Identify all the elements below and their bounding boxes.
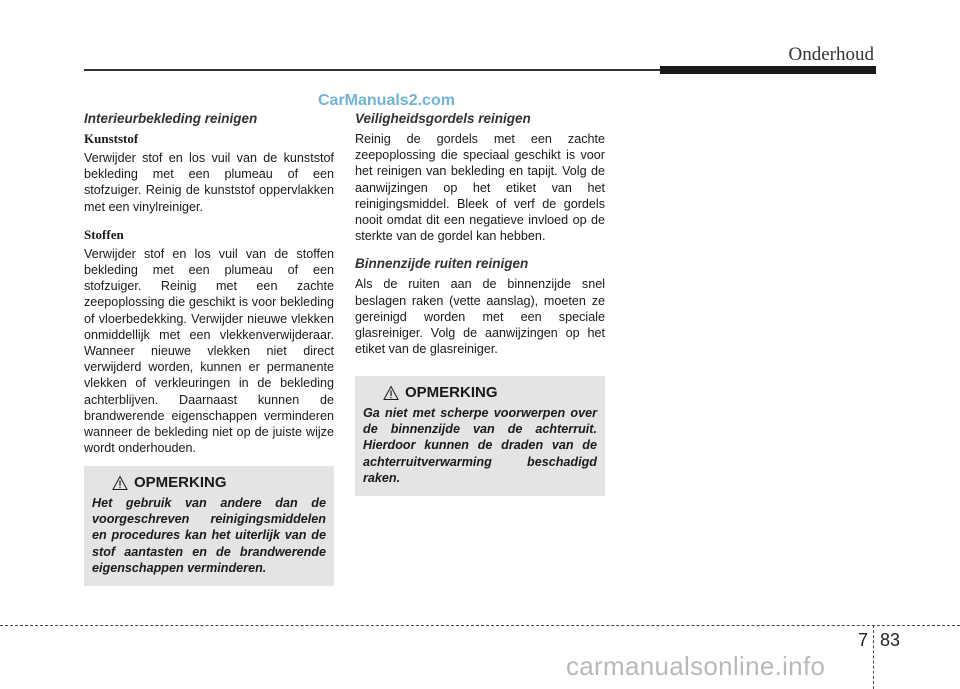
header-block [660,66,876,74]
watermark-bottom[interactable]: carmanualsonline.info [566,651,826,681]
page-separator [873,625,874,689]
paragraph-seatbelt: Reinig de gordels met een zachte zeepoplossing die speciaal geschikt is voor het reinigen van bekleding en tapijt. Volg de aanwijzingen op het etiket van het reinigingsmiddel. Bleek of verf de gordels nooit omdat dit een negatieve invloed op de sterkte van de gordel kan hebben. [355,132,605,244]
notice-box-left [84,466,334,586]
warning-triangle-icon [383,385,399,401]
notice-header-left [92,474,326,491]
subheading-fabric: Stoffen [84,226,124,242]
section-title: Onderhoud [788,44,874,65]
notice-header-right [363,384,597,401]
subheading-plastic: Kunststof [84,131,139,146]
paragraph-window: Als de ruiten aan de binnenzijde snel beslagen raken (vette aanslag), moeten ze gereinigd worden met een speciale glasreiniger. Volg de aanwijzingen op het etiket van de glasreiniger. [355,277,605,357]
notice-title-right: OPMERKING [405,384,498,401]
heading-seatbelt-cleaning: Veiligheidsgordels reinigen [355,111,531,126]
paragraph-fabric: Verwijder stof en los vuil van de stoffen bekleding met een plumeau of een stofzuiger. Reinig met een zachte zeepoplossing die geschikt is voor bekleding of vloerbedekking. Verwijder nieuwe vlekken onmiddellijk met een vlekkenverwijderaar. Wanneer nieuwe vlekken niet direct verwijderd worden, kunnen er permanente vlekken of verkleuringen in de bekleding achterblijven. Daarnaast kunnen de brandwerende eigenschappen verminderen wanneer de bekleding niet op de juiste wijze wordt onderhouden. [84,246,334,456]
paragraph-plastic: Verwijder stof en los vuil van de kunststof bekleding met een plumeau of een stofzuiger. Reinig de kunststof oppervlakken met een vinylreiniger. [84,151,334,214]
footer-rule [0,625,960,626]
heading-interior-cleaning: Interieurbekleding reinigen [84,111,258,126]
warning-triangle-icon [112,475,128,491]
left-column [84,111,334,468]
watermark-top[interactable]: CarManuals2.com [318,92,455,109]
header-rule [84,69,660,71]
notice-title-left: OPMERKING [134,474,227,491]
heading-window-cleaning: Binnenzijde ruiten reinigen [355,256,529,272]
notice-text-left: Het gebruik van andere dan de voorgeschreven reinigingsmiddelen en procedures kan het uiterlijk van de stof aantasten en de brandwerende eigenschappen verminderen. [92,496,326,575]
right-column [355,111,605,369]
page-number: 83 [880,630,901,650]
notice-text-right: Ga niet met scherpe voorwerpen over de binnenzijde van de achterruit. Hierdoor kunnen de draden van de achterruitverwarming beschadigd raken. [363,406,597,485]
chapter-number: 7 [858,630,869,650]
notice-box-right [355,376,605,496]
